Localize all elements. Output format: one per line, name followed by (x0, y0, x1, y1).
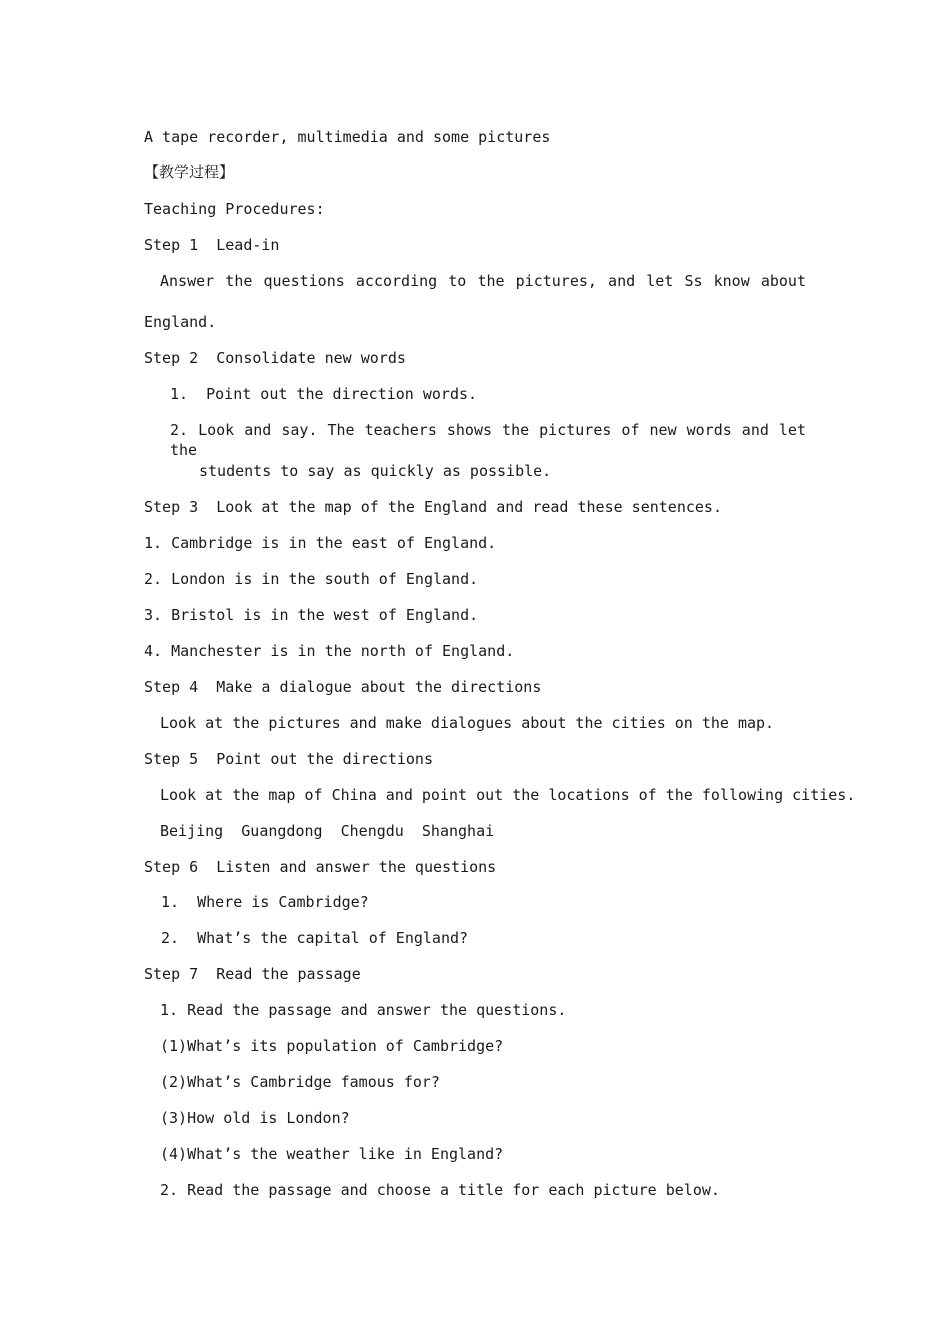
step3-title: Step 3 Look at the map of the England and read these sentences. (144, 498, 722, 516)
step2-item1: 1. Point out the direction words. (170, 385, 478, 403)
step1-text-line1: Answer the questions according to the pictures, and let Ss know about (160, 272, 806, 290)
step2-title: Step 2 Consolidate new words (144, 349, 406, 367)
step6-title: Step 6 Listen and answer the questions (144, 858, 497, 876)
materials-line: A tape recorder, multimedia and some pictures (144, 128, 551, 146)
step5-text: Look at the map of China and point out the locations of the following cities. (160, 786, 856, 804)
step6-question-1: 1. Where is Cambridge? (161, 893, 369, 911)
step3-sentence-2: 2. London is in the south of England. (144, 570, 479, 588)
step5-title: Step 5 Point out the directions (144, 750, 433, 768)
section-heading: 【教学过程】 (144, 163, 235, 181)
step4-text: Look at the pictures and make dialogues about the cities on the map. (160, 714, 775, 732)
step7-task-1: 1. Read the passage and answer the questions. (160, 1001, 567, 1019)
step1-title: Step 1 Lead-in (144, 236, 280, 254)
step4-title: Step 4 Make a dialogue about the directions (144, 678, 542, 696)
step2-item2-line1: 2. Look and say. The teachers shows the pictures of new words and let the (170, 421, 806, 459)
procedures-title: Teaching Procedures: (144, 200, 325, 218)
step3-sentence-4: 4. Manchester is in the north of England. (144, 642, 515, 660)
step7-question-4: (4)What’s the weather like in England? (160, 1145, 504, 1163)
step1-text-line2: England. (144, 313, 217, 331)
step7-question-3: (3)How old is London? (160, 1109, 350, 1127)
step7-question-2: (2)What’s Cambridge famous for? (160, 1073, 440, 1091)
step7-title: Step 7 Read the passage (144, 965, 361, 983)
step7-question-1: (1)What’s its population of Cambridge? (160, 1037, 504, 1055)
step7-task-2: 2. Read the passage and choose a title for each picture below. (160, 1181, 720, 1199)
step3-sentence-3: 3. Bristol is in the west of England. (144, 606, 479, 624)
step3-sentence-1: 1. Cambridge is in the east of England. (144, 534, 497, 552)
step5-cities: Beijing Guangdong Chengdu Shanghai (160, 822, 495, 840)
step6-question-2: 2. What’s the capital of England? (161, 929, 469, 947)
step2-item2-line2: students to say as quickly as possible. (199, 462, 552, 480)
